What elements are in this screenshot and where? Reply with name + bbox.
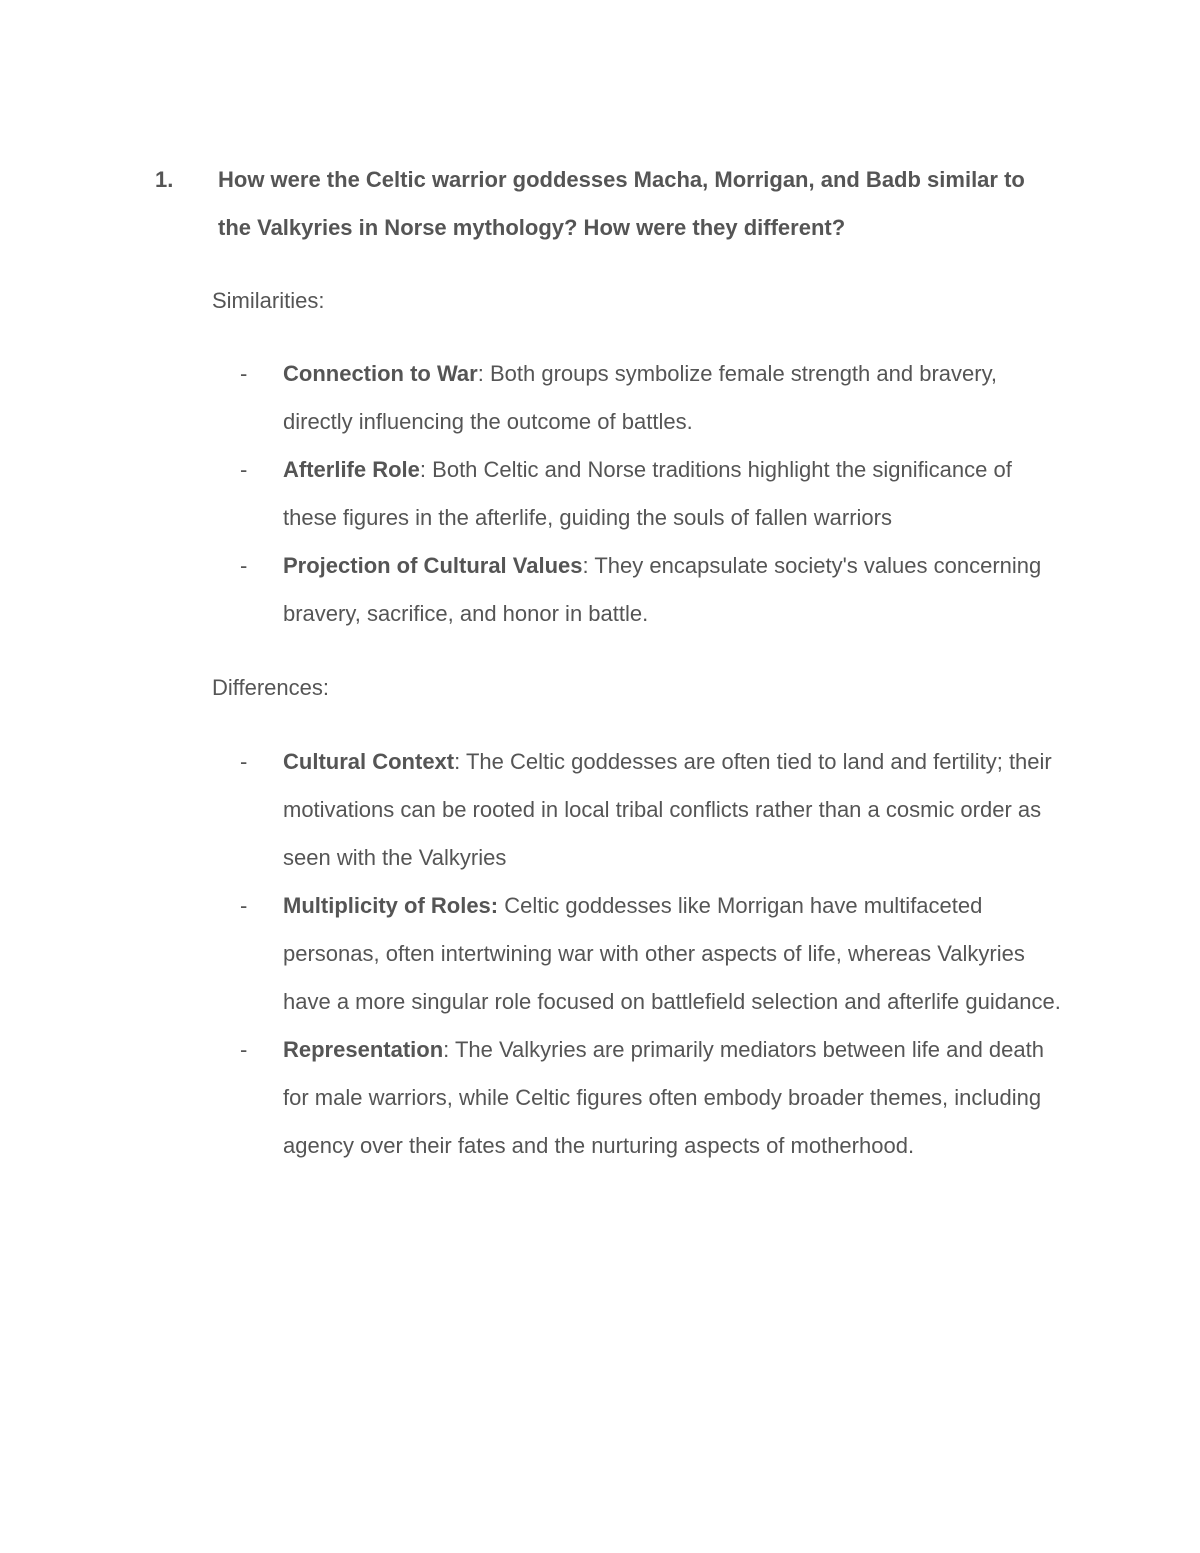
list-item (240, 542, 1070, 638)
item-text: Both groups symbolize female strength and bravery, directly influencing the outcome of battles. (283, 361, 998, 434)
item-term: Multiplicity of Roles: (283, 893, 499, 918)
item-term: Afterlife Role (283, 457, 420, 482)
differences-list (240, 738, 1070, 1170)
bullet-dash: - (240, 361, 248, 386)
bullet-dash: - (240, 749, 248, 774)
bullet-dash: - (240, 1037, 248, 1062)
item-separator: : (582, 553, 589, 578)
item-separator: : (443, 1037, 450, 1062)
item-text: The Valkyries are primarily mediators between life and death for male warriors, while Celtic figures often embody broader themes, including agency over their fates and the nurturing aspects of motherhood. (283, 1037, 1044, 1158)
question-1 (155, 156, 1055, 252)
list-item (240, 1026, 1070, 1170)
question-number: 1. (155, 167, 174, 192)
list-item (240, 446, 1070, 542)
differences-heading: Differences: (212, 675, 329, 700)
item-separator: : (477, 361, 484, 386)
bullet-dash: - (240, 553, 248, 578)
bullet-dash: - (240, 457, 248, 482)
item-term: Cultural Context (283, 749, 455, 774)
item-text: They encapsulate society's values concerning bravery, sacrifice, and honor in battle. (283, 553, 1042, 626)
item-separator: : (419, 457, 427, 482)
item-term: Representation (283, 1037, 444, 1062)
bullet-dash: - (240, 893, 248, 918)
item-text: Both Celtic and Norse traditions highlight the significance of these figures in the afterlife, guiding the souls of fallen warriors (283, 457, 1012, 530)
similarities-heading: Similarities: (212, 288, 325, 313)
item-text: Celtic goddesses like Morrigan have multifaceted personas, often intertwining war with other aspects of life, whereas Valkyries have a more singular role focused on battlefield selection and afterlife guidance. (283, 893, 1061, 1014)
item-term: Projection of Cultural Values (283, 553, 583, 578)
list-item (240, 350, 1070, 446)
similarities-list (240, 350, 1070, 638)
list-item (240, 882, 1070, 1026)
list-item (240, 738, 1070, 882)
item-term: Connection to War (283, 361, 478, 386)
item-separator: : (454, 749, 461, 774)
item-text: The Celtic goddesses are often tied to land and fertility; their motivations can be rooted in local tribal conflicts rather than a cosmic order as seen with the Valkyries (283, 749, 1052, 870)
question-text: How were the Celtic warrior goddesses Macha, Morrigan, and Badb similar to the Valkyries in Norse mythology? How were they different? (218, 167, 1025, 240)
